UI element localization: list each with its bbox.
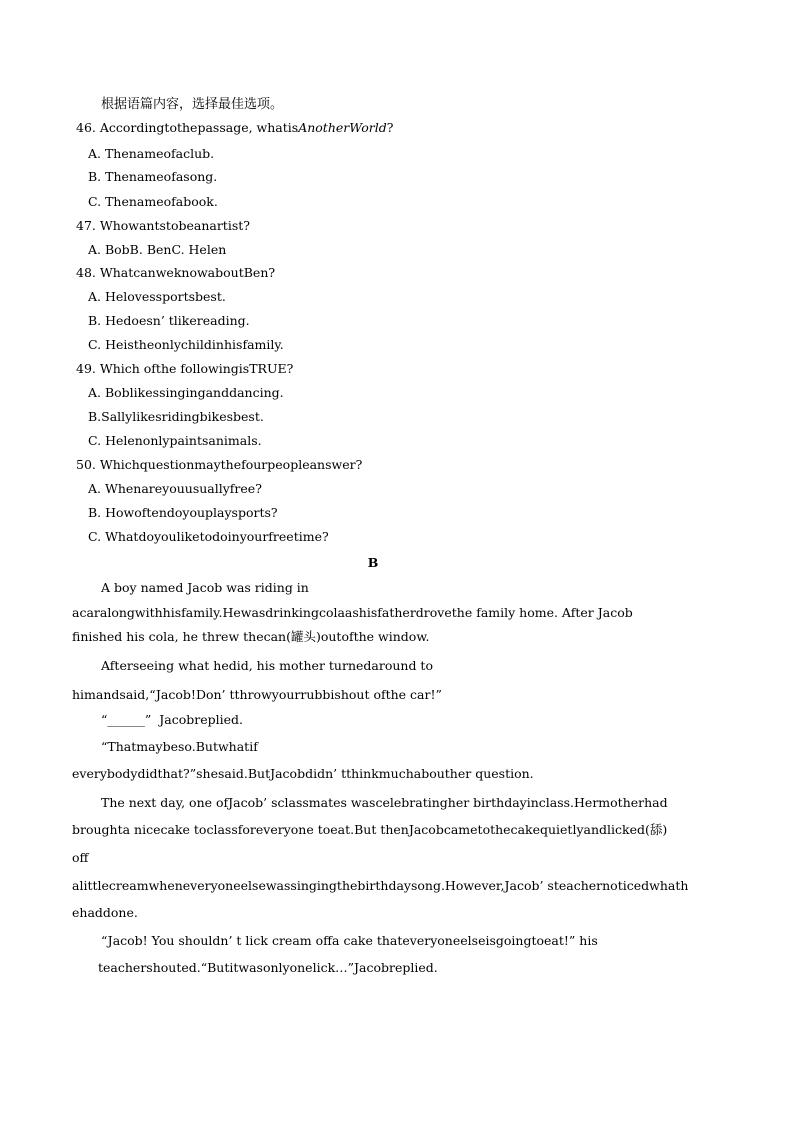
question-49-option-b: B.Sallylikesridingbikesbest.	[88, 409, 264, 424]
instruction-text: 根据语篇内容，选择最佳选项。	[101, 97, 284, 112]
question-46-option-a: A. Thenameofaclub.	[88, 146, 215, 161]
question-46-stem	[76, 120, 393, 136]
passage-line: everybodydidthat?”shesaid.ButJacobdidn’ tthinkmuchabouther question.	[72, 766, 534, 781]
question-46-option-c: C. Thenameofabook.	[88, 194, 218, 209]
question-47-stem: 47. Whowantstobeanartist?	[76, 218, 250, 233]
passage-line: A boy named Jacob was riding in	[101, 580, 309, 595]
question-48-option-c: C. Heistheonlychildinhisfamily.	[88, 337, 284, 352]
question-46-stem-text: 46. Accordingtothepassage, whatis	[76, 120, 299, 135]
question-50-option-a: A. Whenareyouusuallyfree?	[88, 481, 262, 496]
question-49-option-c: C. Helenonlypaintsanimals.	[88, 433, 262, 448]
passage-line: “______” Jacobreplied.	[101, 712, 243, 727]
question-50-stem: 50. Whichquestionmaythefourpeopleanswer?	[76, 457, 363, 472]
question-48-option-b: B. Hedoesn’ tlikereading.	[88, 313, 250, 328]
passage-line: Afterseeing what hedid, his mother turnedaround to	[101, 658, 433, 673]
question-49-stem: 49. Which ofthe followingisTRUE?	[76, 361, 294, 376]
question-47-options: A. BobB. BenC. Helen	[88, 242, 227, 257]
question-50-option-b: B. Howoftendoyouplaysports?	[88, 505, 278, 520]
passage-line: The next day, one ofJacob’ sclassmates wascelebratingher birthdayinclass.Hermotherhad	[101, 795, 668, 810]
passage-line: off	[72, 850, 89, 865]
question-48-option-a: A. Helovessportsbest.	[88, 289, 226, 304]
passage-line: “Jacob! You shouldn’ t lick cream offa cake thateveryoneelseisgoingtoeat!” his	[101, 933, 598, 948]
passage-line: ehaddone.	[72, 905, 138, 920]
passage-line: acaralongwithhisfamily.Hewasdrinkingcolaashisfatherdrovethe family home. After Jacob	[72, 605, 633, 620]
question-48-stem: 48. WhatcanweknowaboutBen?	[76, 265, 276, 280]
passage-line: finished his cola, he threw thecan(罐头)outofthe window.	[72, 629, 430, 644]
passage-line: alittlecreamwheneveryoneelsewassingingthebirthdaysong.However,Jacob’ steachernoticedwhath	[72, 878, 689, 893]
passage-line: teachershouted.“Butitwasonlyonelick…”Jacobreplied.	[98, 960, 438, 975]
question-49-option-a: A. Boblikessinginganddancing.	[88, 385, 284, 400]
question-50-option-c: C. Whatdoyouliketodoinyourfreetime?	[88, 529, 329, 544]
passage-line: himandsaid,“Jacob!Don’ tthrowyourrubbishout ofthe car!”	[72, 687, 442, 702]
section-b-heading: B	[367, 555, 379, 570]
passage-line: broughta nicecake toclassforeveryone toeat.But thenJacobcametothecakequietlyandlicked(舔)	[72, 822, 668, 837]
question-46-option-b: B. Thenameofasong.	[88, 169, 218, 184]
question-46-stem-end: ?	[386, 120, 394, 135]
question-46-stem-italic: AnotherWorld	[298, 120, 387, 135]
passage-line: “Thatmaybeso.Butwhatif	[101, 739, 258, 754]
